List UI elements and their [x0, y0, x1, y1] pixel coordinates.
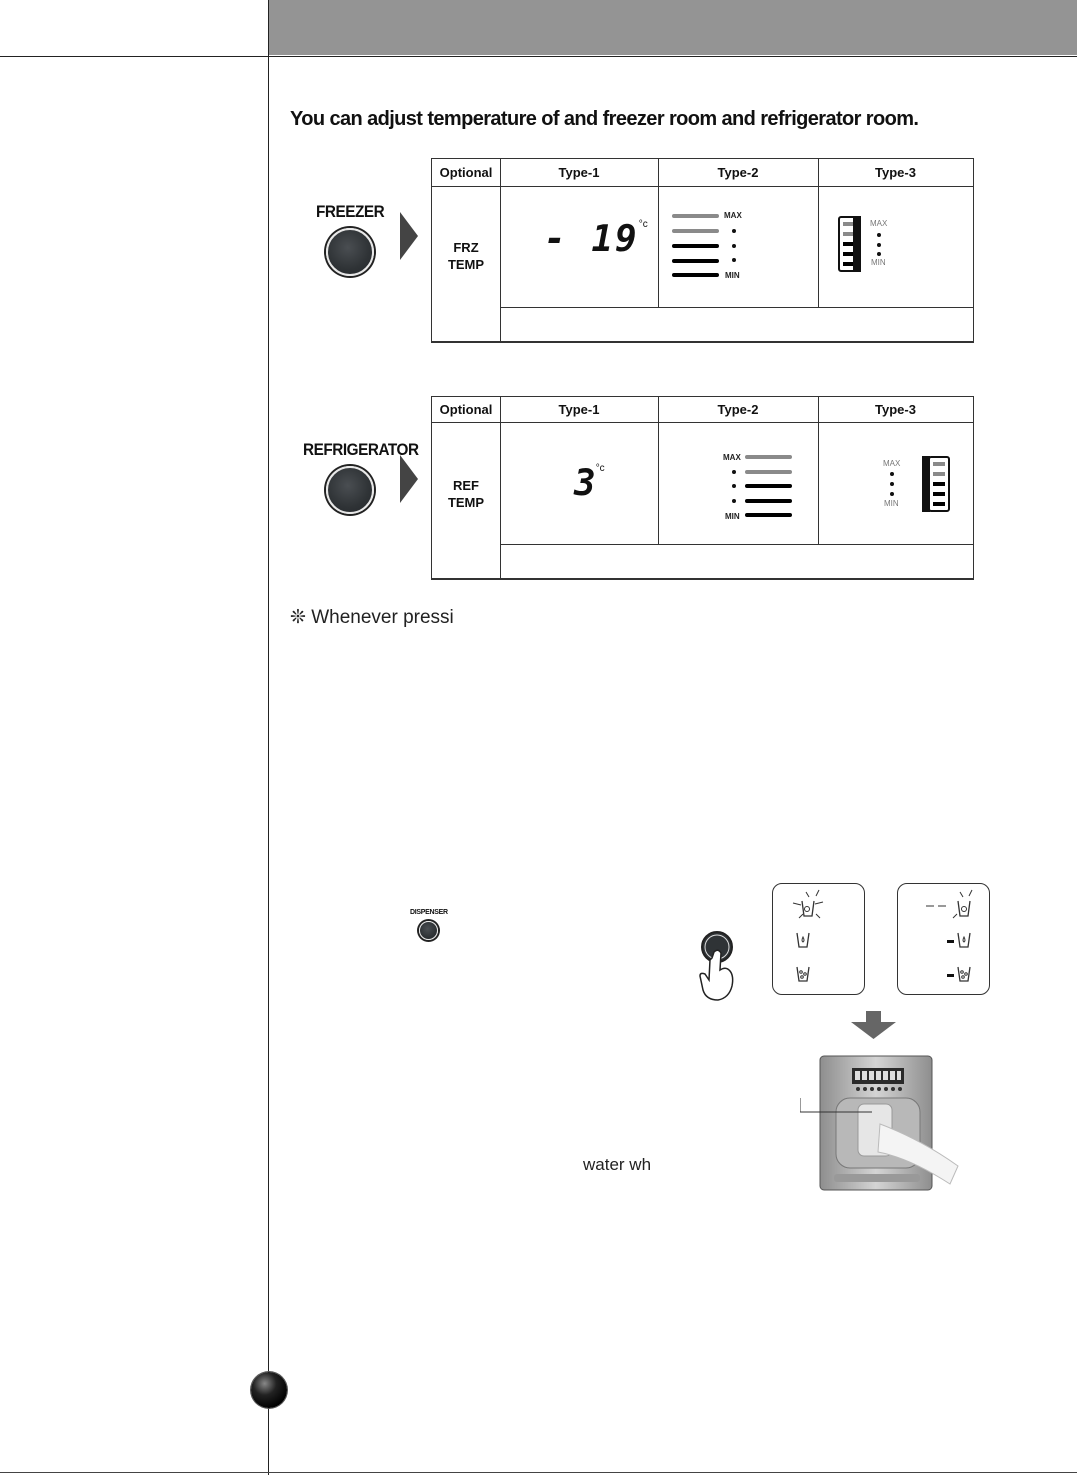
freezer-button-label: FREEZER: [316, 202, 385, 221]
refrigerator-temp-table: [431, 396, 974, 580]
note-text: ❊ Whenever pressi: [290, 607, 454, 628]
dispenser-indicator-panel-selected: [897, 883, 990, 995]
dispenser-button[interactable]: [419, 921, 438, 940]
arrow-right-icon: [400, 212, 418, 260]
refrigerator-button[interactable]: [326, 466, 374, 514]
row-label-line-2: TEMP: [447, 495, 485, 510]
freezer-temp-table: [431, 158, 974, 343]
level-bar: [745, 513, 792, 517]
level-dot: [890, 492, 894, 496]
degree-unit: °c: [638, 219, 648, 230]
finger-press-icon: [696, 930, 742, 1004]
level-bar: [672, 229, 719, 233]
min-label: MIN: [884, 499, 899, 508]
temp-digits: 3: [574, 463, 596, 504]
level-dot: [732, 499, 736, 503]
level-bar: [745, 499, 792, 503]
degree-unit: °c: [595, 463, 605, 474]
page-headline: You can adjust temperature of and freezer room and refrigerator room.: [290, 108, 919, 130]
level-dot: [732, 229, 736, 233]
max-label: MAX: [883, 459, 901, 468]
level-dot: [732, 258, 736, 262]
header-divider: [0, 56, 1077, 57]
level-column: [928, 456, 950, 512]
level-dot: [890, 482, 894, 486]
row-label-line-2: TEMP: [447, 257, 485, 272]
level-dot: [732, 484, 736, 488]
min-label: MIN: [725, 512, 740, 521]
type1-digital-display: [574, 463, 654, 513]
header-optional: Optional: [439, 402, 493, 417]
type2-level-bars: [658, 423, 818, 544]
header-band: [269, 0, 1077, 55]
cup-icons: [898, 884, 989, 994]
freezer-button[interactable]: [326, 228, 374, 276]
row-label-ref-temp: [432, 477, 500, 511]
type1-digital-display: [544, 219, 654, 269]
level-dot: [877, 252, 881, 256]
header-type-3: Type-3: [875, 402, 916, 417]
cup-icons: [773, 884, 864, 994]
level-dot: [732, 470, 736, 474]
row-label-line-1: REF: [453, 478, 479, 493]
row-label-frz-temp: [432, 239, 500, 273]
margin-divider: [268, 0, 269, 1475]
header-type-3: Type-3: [875, 165, 916, 180]
header-type-2: Type-2: [717, 402, 759, 417]
level-bar: [745, 484, 792, 488]
type3-level-indicator: [818, 187, 973, 307]
level-dot: [890, 472, 894, 476]
header-type-1: Type-1: [558, 402, 600, 417]
max-label: MAX: [723, 453, 741, 462]
level-dot: [877, 233, 881, 237]
max-label: MAX: [724, 211, 742, 220]
dispenser-indicator-panel: [772, 883, 865, 995]
min-label: MIN: [871, 258, 886, 267]
level-bar: [672, 259, 719, 263]
level-bar: [745, 470, 792, 474]
type3-level-indicator: [818, 423, 973, 544]
min-label: MIN: [725, 271, 740, 280]
level-bar: [672, 273, 719, 277]
header-optional: Optional: [439, 165, 493, 180]
temp-digits: - 19: [544, 219, 639, 260]
water-text: water wh: [583, 1155, 652, 1174]
max-label: MAX: [870, 219, 888, 228]
level-bar: [745, 455, 792, 459]
arrow-right-icon: [400, 455, 418, 503]
level-bar: [672, 244, 719, 248]
type2-level-bars: [658, 187, 818, 307]
level-dot: [877, 243, 881, 247]
dispenser-label: DISPENSER: [410, 909, 448, 916]
refrigerator-button-label: REFRIGERATOR: [303, 440, 419, 459]
arrow-down-icon: [851, 1011, 896, 1039]
row-label-line-1: FRZ: [453, 240, 479, 255]
page-marker-ball: [251, 1372, 287, 1408]
footer-divider: [0, 1472, 1077, 1473]
header-type-2: Type-2: [717, 165, 759, 180]
dispenser-unit-illustration: [800, 1054, 960, 1192]
level-dot: [732, 244, 736, 248]
level-bar: [672, 214, 719, 218]
header-type-1: Type-1: [558, 165, 600, 180]
